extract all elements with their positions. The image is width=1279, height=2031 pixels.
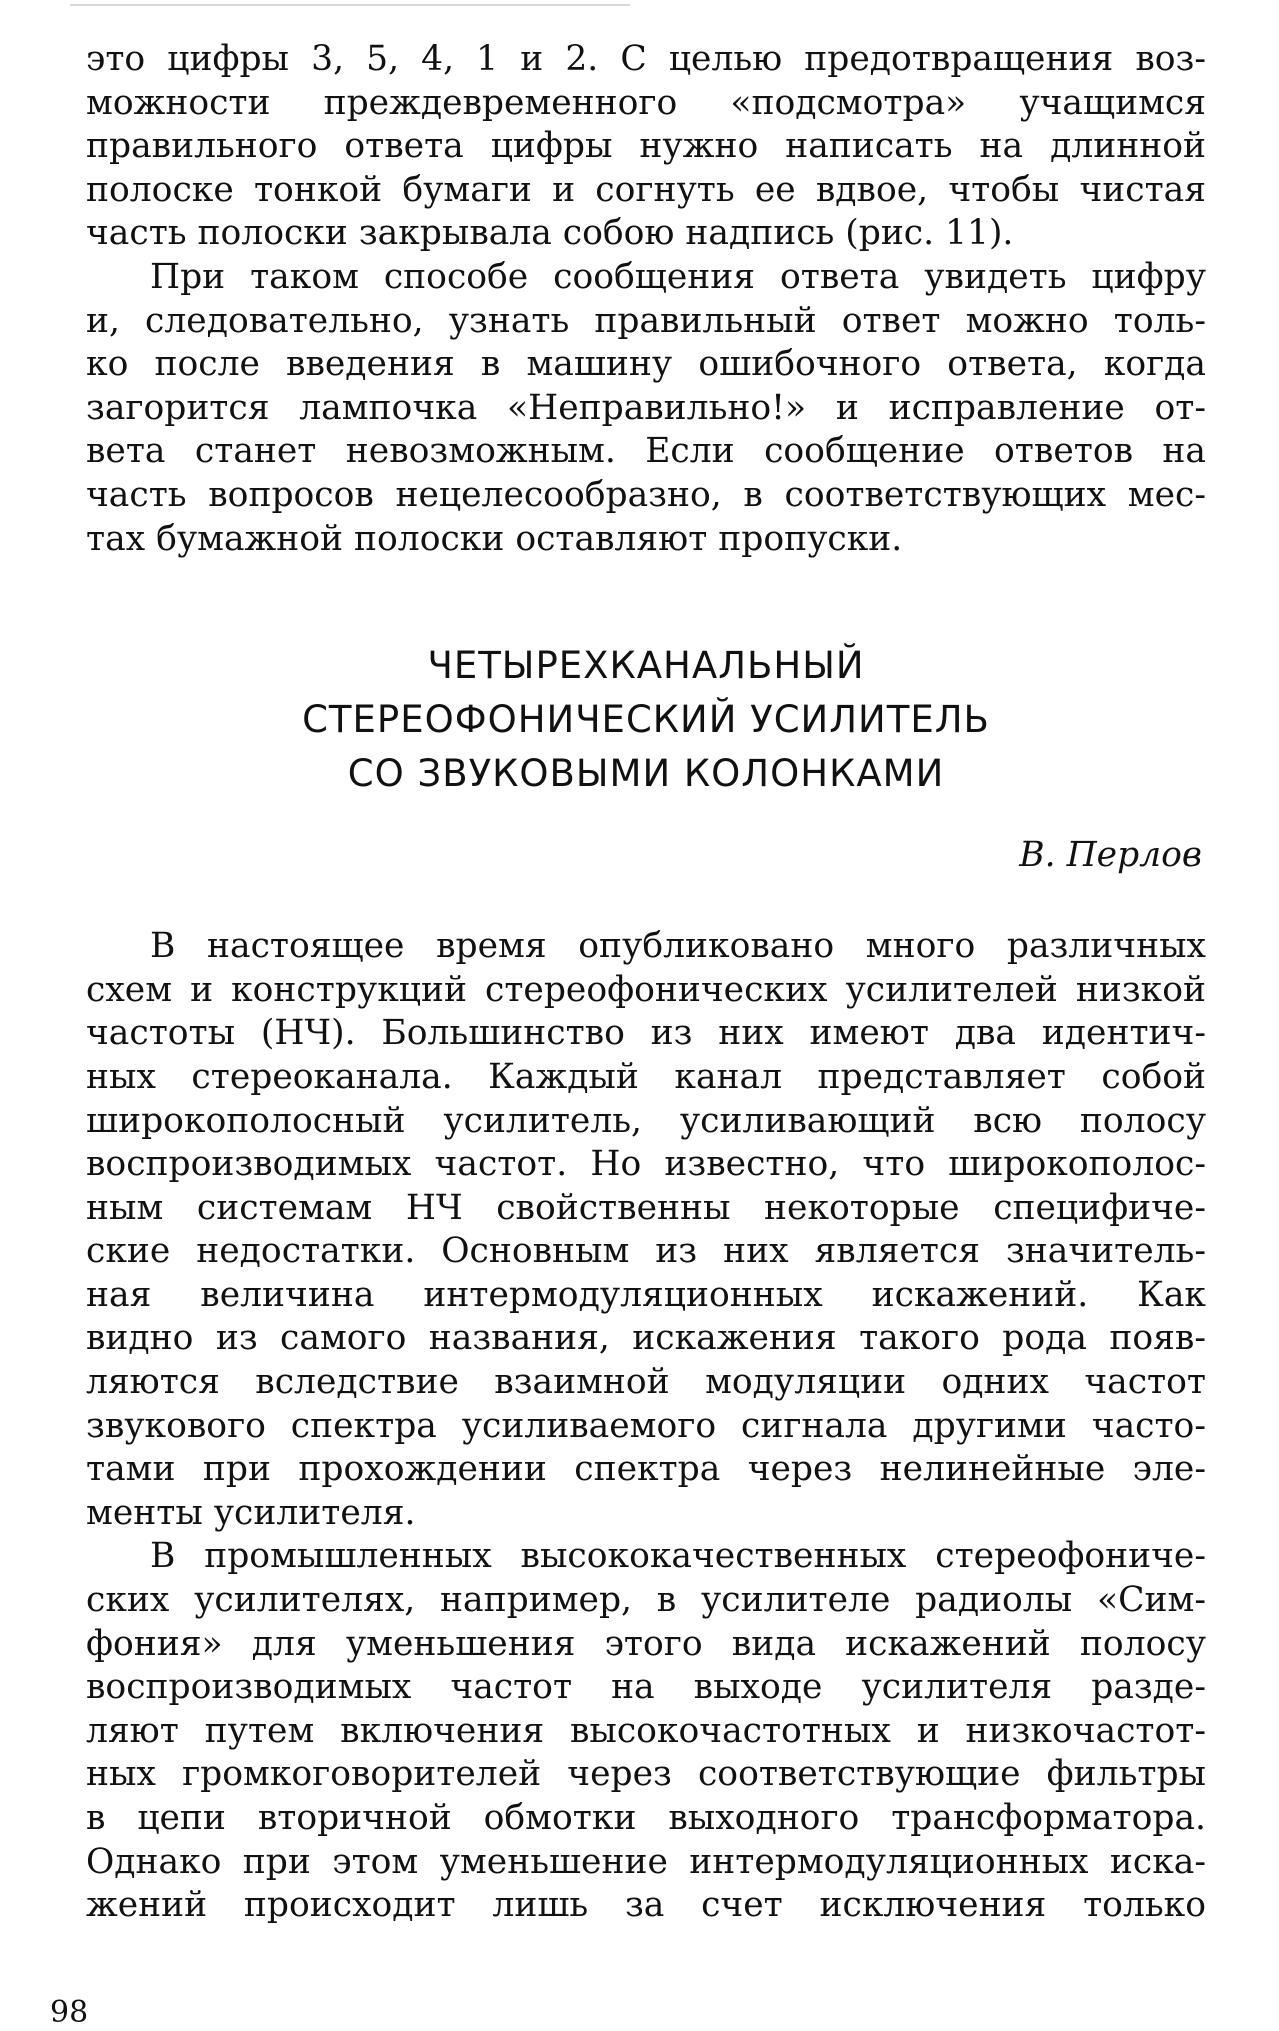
article-title [86,639,1206,801]
text-line: полоске тонкой бумаги и согнуть ее вдвое, чтобы чистая [86,169,1206,210]
title-line: ЧЕТЫРЕХКАНАЛЬНЫЙ [427,644,865,688]
title-line: СО ЗВУКОВЫМИ КОЛОНКАМИ [347,752,945,796]
text-line: это цифры 3, 5, 4, 1 и 2. С целью предотвращения воз- [86,39,1206,79]
text-line: правильного ответа цифры нужно написать на длинной [86,126,1206,167]
article-author: В. Перлов [1019,835,1202,876]
text-line: ские недостатки. Основным из них является значитель- [86,1231,1206,1272]
text-line: воспроизводимых частот. Но известно, что широкополос- [86,1144,1206,1185]
text-line: ным системам НЧ свойственны некоторые специфиче- [86,1187,1206,1228]
text-line: ная величина интермодуляционных искажений. Как [86,1274,1206,1315]
text-line: в цепи вторичной обмотки выходного трансформатора. [86,1798,1206,1838]
text-line: звукового спектра усиливаемого сигнала другими часто- [86,1405,1206,1446]
text-line: можности преждевременного «подсмотра» учащимся [86,82,1206,123]
scan-edge-rule [70,4,630,6]
text-line: воспроизводимых частот на выходе усилителя разде- [86,1667,1206,1708]
text-line: Однако при этом уменьшение интермодуляционных иска- [86,1841,1206,1882]
text-line: и, следовательно, узнать правильный ответ можно толь- [86,300,1206,341]
text-line: тах бумажной полоски оставляют пропуски. [86,518,903,559]
text-line: ных громкоговорителей через соответствующие фильтры [86,1754,1206,1795]
text-line: загорится лампочка «Неправильно!» и исправление от- [86,387,1206,428]
text-line: часть вопросов нецелесообразно, в соответствующих мес- [86,474,1206,515]
text-line: В настоящее время опубликовано много различных [150,926,1206,967]
paragraph-intro [86,925,1206,1535]
text-line: менты усилителя. [86,1492,416,1533]
text-line: ляются вследствие взаимной модуляции одних частот [86,1362,1206,1403]
text-line: вета станет невозможным. Если сообщение ответов на [86,431,1206,472]
text-line: видно из самого названия, искажения такого рода появ- [86,1318,1206,1359]
text-line: схем и конструкций стереофонических усилителей низкой [86,969,1206,1010]
text-line: часть полоски закрывала собою надпись (рис. 11). [86,213,1014,254]
text-line: ных стереоканала. Каждый канал представляет собой [86,1056,1206,1097]
paragraph-answer-method [86,256,1206,561]
text-line: жений происходит лишь за счет исключения только [86,1885,1206,1926]
paragraph-industrial-amplifiers [86,1535,1206,1927]
text-line: тами при прохождении спектра через нелинейные эле- [86,1449,1206,1490]
text-line: ко после введения в машину ошибочного ответа, когда [86,344,1206,385]
page-number: 98 [50,1995,89,2030]
text-line: При таком способе сообщения ответа увидеть цифру [150,256,1206,297]
text-line: В промышленных высококачественных стереофониче- [150,1536,1206,1577]
title-line: СТЕРЕОФОНИЧЕСКИЙ УСИЛИТЕЛЬ [302,698,990,742]
page-body [86,38,1206,1928]
text-line: ляют путем включения высокочастотных и низкочастот- [86,1710,1206,1751]
text-line: частоты (НЧ). Большинство из них имеют два идентич- [86,1013,1206,1054]
text-line: фония» для уменьшения этого вида искажений полосу [86,1623,1206,1664]
text-line: ских усилителях, например, в усилителе радиолы «Сим- [86,1580,1206,1621]
continuation-paragraph [86,38,1206,256]
text-line: широкополосный усилитель, усиливающий всю полосу [86,1100,1206,1141]
